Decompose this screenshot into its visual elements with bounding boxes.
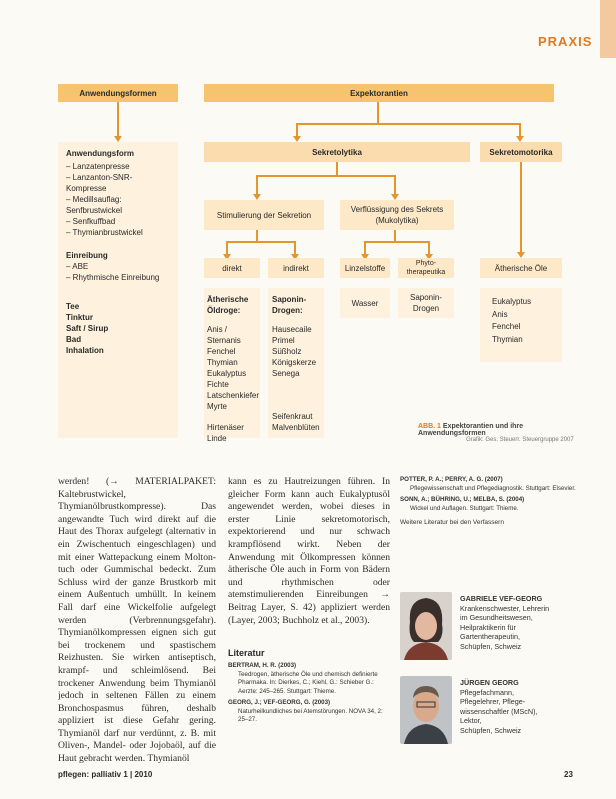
phyto-box: Phyto-therapeutika — [398, 258, 454, 278]
list-item: – ABE — [66, 262, 89, 271]
reference-author: SONN, A.; BÜHRING, U.; MELBA, S. (2004) — [400, 496, 525, 503]
list-item: – Senfkuffbad — [66, 217, 116, 226]
list-item: Anis — [492, 309, 508, 319]
body-column-1: werden! (→ MATERIALPAKET: Kaltebrustwickel, Thymianölbrustkompresse). Das angewandte Tuch wird direkt auf die Haut des Thorax aufgelegt (alternativ in ein Zwischentuch eingeschlagen) und mit einer Wattepackung einem Molton-tuch oder Gummischal bedeckt. Zum Schluss wird der ganze Brustkorb mit einem Außentuch umhüllt. In keinem Fall darf eine Wickelfolie aufgelegt werden (Verbrennungsgefahr). Thymianölkompressen eignen sich gut bei trockenem und spastischem Reizhusten. Sie wirken antiseptisch, krampf- und schleimlösend. Bei trockener Anwendung beim Thymianöl jedoch in seltenen Fällen zu einem Bronchospasmus führen, deshalb appliziert ist diese Gefahr gering. Thymianöl darf nur verdünnt, z. B. mit Oliven-, Mandel- oder Jojobaöl, auf die Haut gebracht werden. Thymianöl — [58, 476, 216, 765]
reference-text: Wickel und Auflagen. Stuttgart: Thieme. — [410, 504, 519, 512]
list-item: Seifenkraut — [272, 412, 313, 421]
author-line: Schüpfen, Schweiz — [460, 641, 522, 651]
body-column-2: kann es zu Hautreizungen führen. In gleicher Form kann auch Eukalyptusöl angewendet werden, wobei dieses in erster Linie sekretomotorisch, expektorierend und nur schwach krampflösend wirkt. Neben der Anwendung mit Ölkompressen können ätherische Öle auch in Form von Bädern und rhythmischen oder atemstimulierenden Einreibungen → Beitrag Layer, S. 42) appliziert werden (Layer, 2003; Buchholz et al., 2003). — [228, 476, 390, 626]
author-line: Pflegelehrer, Pflege- — [460, 697, 526, 707]
verfluessigung-box: Verflüssigung des Sekrets (Mukolytika) — [340, 200, 454, 230]
list-item: Tee — [66, 302, 80, 311]
sekretomotorika-box: Sekretomotorika — [480, 142, 562, 162]
author-name: GABRIELE VEF-GEORG — [460, 594, 543, 603]
author-photo — [400, 592, 452, 660]
list-item: – Medillsauflag: Senfbrustwickel — [66, 195, 123, 215]
list-item: Hirtenäser — [207, 423, 244, 432]
list-item: Malvenblüten — [272, 423, 320, 432]
author-line: Lektor, — [460, 716, 482, 726]
list-item: Anis / Sternanis — [207, 325, 241, 345]
aetherische-oeldroge-title: Ätherische Öldroge: — [207, 295, 249, 315]
literatur-title: Literatur — [228, 648, 265, 658]
list-item: – Thymianbrustwickel — [66, 228, 143, 237]
author-line: wissenschaftler (MScN), — [460, 706, 538, 716]
page-number: 23 — [564, 770, 573, 779]
list-item: Eukalyptus — [207, 369, 247, 378]
figure-source: Grafik: Ges. Steuerr. Steuergruppe 2007 — [466, 437, 574, 443]
list-item: – Lanzatenpresse — [66, 162, 130, 171]
figure-caption: Expektorantien und ihre Anwendungsformen — [418, 423, 524, 437]
footer-journal: pflegen: palliativ 1 | 2010 — [58, 770, 153, 779]
author-photo — [400, 676, 452, 744]
anwendungsform-panel — [58, 142, 178, 438]
list-item: Tinktur — [66, 313, 93, 322]
einreibung-title: Einreibung — [66, 251, 108, 260]
list-item: Saft / Sirup — [66, 324, 109, 333]
list-item: – Rhythmische Einreibung — [66, 273, 160, 282]
list-item: Bad — [66, 335, 82, 344]
list-item: Königskerze — [272, 358, 317, 367]
linzelstoffe-box: Linzelstoffe — [340, 258, 390, 278]
list-item: Fichte — [207, 380, 229, 389]
list-item: Fenchel — [492, 322, 521, 331]
stimulierung-box: Stimulierung der Sekretion — [204, 200, 324, 230]
wasser-box: Wasser — [340, 288, 390, 318]
references-note: Weitere Literatur bei den Verfassern — [400, 519, 504, 526]
saponin-drogen-title: Saponin-Drogen: — [272, 295, 307, 315]
anwendungsform-title: Anwendungsform — [66, 149, 134, 158]
list-item: Eukalyptus — [492, 297, 532, 306]
reference-author: BERTRAM, H. R. (2003) — [228, 662, 297, 669]
author-line: im Gesundheitswesen, — [460, 613, 533, 623]
author-line: Heilpraktikerin für — [460, 622, 516, 632]
aetherische-oele-box: Ätherische Öle — [480, 258, 562, 278]
list-item: Fenchel — [207, 347, 236, 356]
author-line: Gartentherapeutin, — [460, 632, 520, 642]
anwendungsformen-header: Anwendungsformen — [58, 84, 178, 102]
expektorantien-header: Expektorantien — [204, 84, 554, 102]
list-item: Senega — [272, 369, 300, 378]
list-item: Süßholz — [272, 347, 302, 356]
author-line: Schüpfen, Schweiz — [460, 725, 522, 735]
indirekt-box: indirekt — [268, 258, 324, 278]
sekretolytika-box: Sekretolytika — [204, 142, 470, 162]
list-item: – Lanzanton-SNR-Kompresse — [66, 173, 133, 193]
author-line: Pflegefachmann, — [460, 687, 514, 697]
list-item: Thymian — [207, 358, 238, 367]
reference-text: Teedrogen, ätherische Öle und chemisch definierte Pharmaka. In: Dierkes, C.; Kiehl, G.: Schieber G.: Aerzte: 245–265. Stuttgart: Thieme. — [238, 670, 378, 695]
list-item: Latschenkiefer — [207, 391, 260, 400]
list-item: Thymian — [492, 334, 523, 344]
reference-text: Pflegewissenschaft und Pflegediagnostik. Stuttgart: Elsevier. — [410, 484, 576, 492]
list-item: Inhalation — [66, 346, 104, 355]
list-item: Primel — [272, 336, 295, 345]
section-tab — [600, 0, 616, 58]
author-line: Krankenschwester, Lehrerin — [460, 603, 550, 613]
section-label: PRAXIS — [538, 34, 593, 49]
list-item: Myrte — [207, 402, 227, 411]
reference-author: POTTER, P. A.; PERRY, A. G. (2007) — [400, 476, 503, 483]
reference-text: Naturheilkundliches bei Atemstörungen. NOVA 34, 2: 25–27. — [238, 707, 383, 723]
author-name: JÜRGEN GEORG — [460, 678, 519, 687]
direkt-box: direkt — [204, 258, 260, 278]
list-item: Linde — [207, 434, 227, 443]
saponin-drogen-box: Saponin-Drogen — [398, 288, 454, 318]
list-item: Hausecaile — [272, 325, 312, 334]
reference-author: GEORG, J.; VEF-GEORG, G. (2003) — [228, 699, 331, 706]
figure-label: ABB. 1 — [418, 423, 441, 430]
